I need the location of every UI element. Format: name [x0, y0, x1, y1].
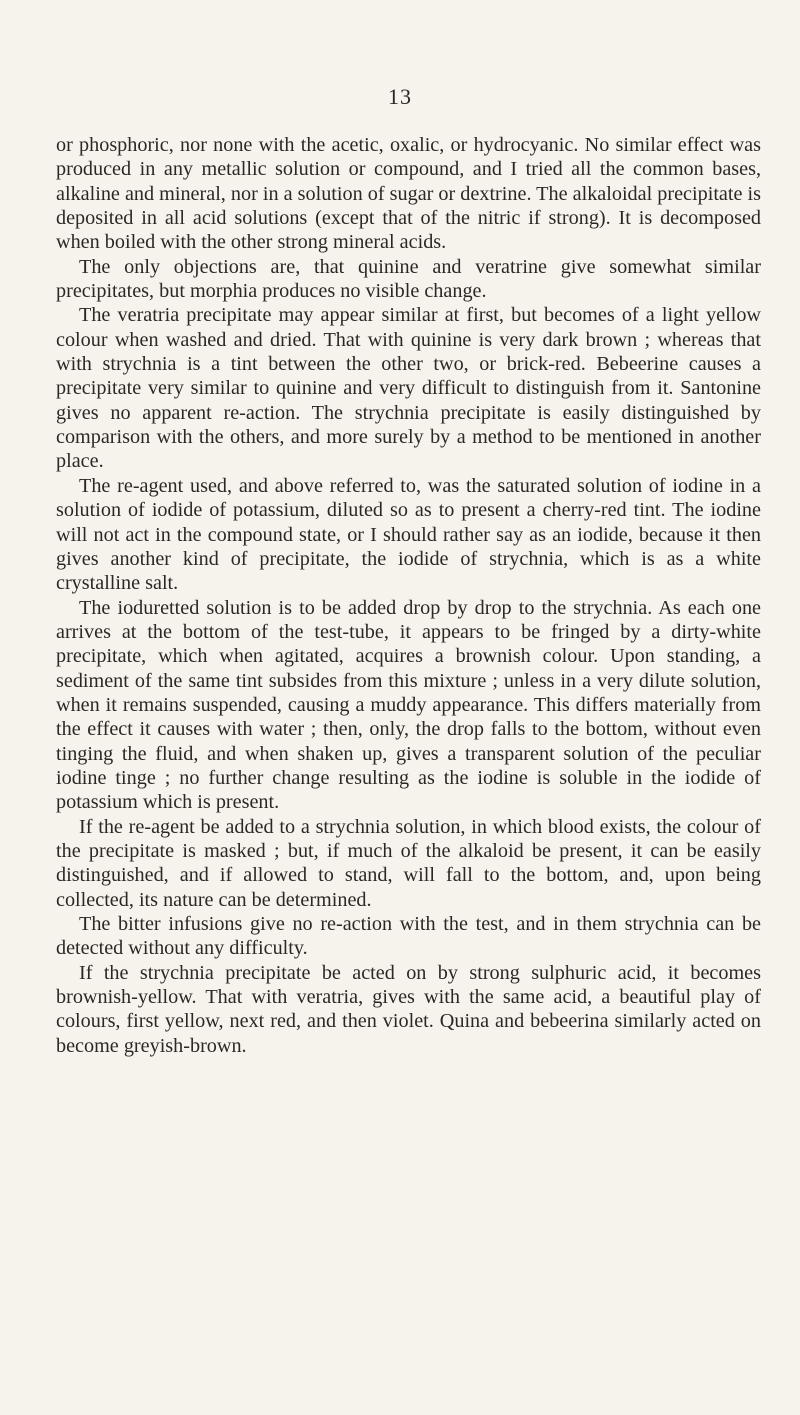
paragraph: or phosphoric, nor none with the acetic, oxalic, or hydrocyanic. No similar effect was produced in any metallic solution or compound, and I tried all the common bases, alkaline and mineral, nor in a solution of sugar or dextrine. The alkaloidal precipitate is deposited in all acid solutions (except that of the nitric if strong). It is decomposed when boiled with the other strong mineral acids.	[56, 134, 761, 254]
paragraph: The re-agent used, and above referred to, was the saturated solution of iodine in a solution of iodide of potassium, diluted so as to present a cherry-red tint. The iodine will not act in the compound state, or I should rather say as an iodide, because it then gives another kind of precipitate, the iodide of strychnia, which is as a white crystalline salt.	[56, 474, 761, 595]
page-number: 13	[388, 84, 412, 109]
paragraph: The bitter infusions give no re-action with the test, and in them strychnia can be detected without any difficulty.	[56, 913, 761, 960]
paragraph: The only objections are, that quinine and veratrine give somewhat similar precipitates, but morphia produces no visible change.	[56, 255, 761, 303]
paragraph: If the strychnia precipitate be acted on by strong sulphuric acid, it becomes brownish-yellow. That with veratria, gives with the same acid, a beautiful play of colours, first yellow, next red, and then violet. Quina and bebeerina similarly acted on become greyish-brown.	[56, 961, 761, 1057]
body-text	[56, 133, 761, 1058]
paragraph: If the re-agent be added to a strychnia solution, in which blood exists, the colour of the precipitate is masked ; but, if much of the alkaloid be present, it can be easily distinguished, and if allowed to stand, will fall to the bottom, and, upon being collected, its nature can be determined.	[56, 815, 761, 911]
paragraph: The ioduretted solution is to be added drop by drop to the strychnia. As each one arrives at the bottom of the test-tube, it appears to be fringed by a dirty-white precipitate, which when agitated, acquires a brownish colour. Upon standing, a sediment of the same tint subsides from this mixture ; unless in a very dilute solution, when it remains suspended, causing a muddy appearance. This differs materially from the effect it causes with water ; then, only, the drop falls to the bottom, without even tinging the fluid, and when shaken up, gives a transparent solution of the peculiar iodine tinge ; no further change resulting as the iodine is soluble in the iodide of potassium which is present.	[56, 596, 761, 814]
paragraph: The veratria precipitate may appear similar at first, but becomes of a light yellow colour when washed and dried. That with quinine is very dark brown ; whereas that with strychnia is a tint between the other two, or brick-red. Bebeerine causes a precipitate very similar to quinine and very difficult to distinguish from it. Santonine gives no apparent re-action. The strychnia precipitate is easily distinguished by comparison with the others, and more surely by a method to be mentioned in another place.	[56, 304, 761, 473]
